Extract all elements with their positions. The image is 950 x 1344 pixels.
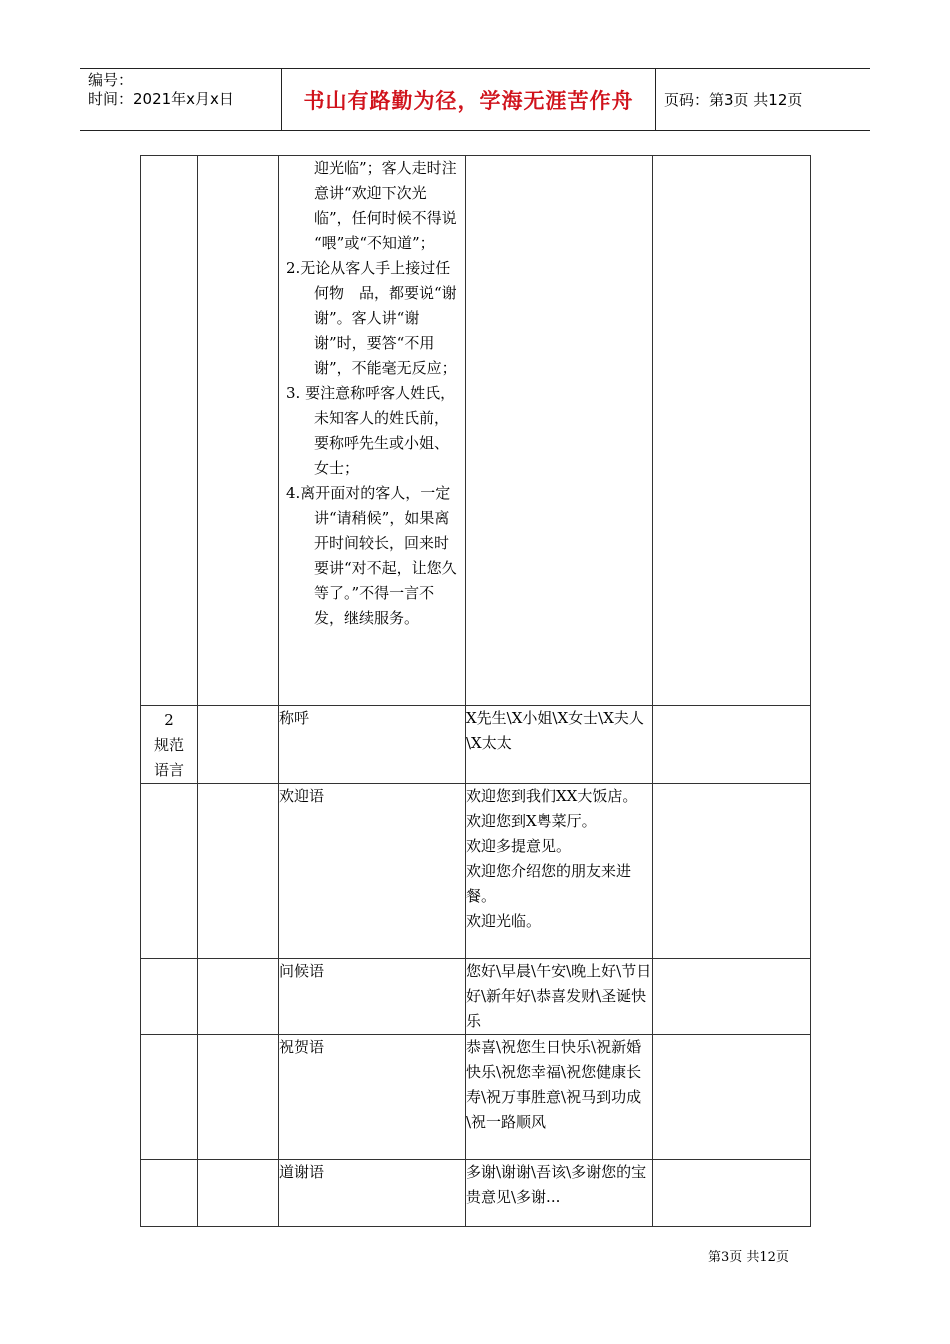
header-meta <box>88 71 283 109</box>
section-header-cell <box>141 706 198 784</box>
section-title: 规范语言 <box>153 736 184 779</box>
table-cell <box>198 784 279 959</box>
document-number-label: 编号： <box>88 71 134 89</box>
page-header <box>80 68 870 131</box>
rule-continuation: 迎光临”；客人走时注意讲“欢迎下次光临”，任何时候不得说 “喂”或“不知道”； <box>314 159 457 252</box>
table-cell <box>141 156 198 706</box>
phrase-type-cell: 道谢语 <box>279 1160 466 1227</box>
rules-cell <box>279 156 466 706</box>
phrase-type-cell: 欢迎语 <box>279 784 466 959</box>
page-footer: 第3页 共12页 <box>708 1250 789 1265</box>
table-row <box>141 784 811 959</box>
table-row <box>141 1035 811 1160</box>
etiquette-table <box>140 155 811 1227</box>
phrase-line: 欢迎您到X粤菜厅。 <box>466 812 597 830</box>
table-cell <box>653 1035 811 1160</box>
header-page-code: 页码：第3页 共12页 <box>664 91 803 109</box>
phrase-line: 欢迎您介绍您的朋友来进餐。 <box>466 862 632 905</box>
phrase-cell: 多谢\谢谢\吾该\多谢您的宝贵意见\多谢... <box>466 1160 653 1227</box>
phrase-cell: 您好\早晨\午安\晚上好\节日好\新年好\恭喜发财\圣诞快乐 <box>466 959 653 1035</box>
table-cell <box>653 959 811 1035</box>
table-cell <box>198 959 279 1035</box>
table-row <box>141 959 811 1035</box>
table-cell <box>198 706 279 784</box>
table-cell <box>198 1035 279 1160</box>
phrase-cell <box>466 784 653 959</box>
header-motto: 书山有路勤为径，学海无涯苦作舟 <box>281 69 656 130</box>
table-row <box>141 706 811 784</box>
phrase-cell: X先生\X小姐\X女士\X夫人\X太太 <box>466 706 653 784</box>
list-item: 3. 要注意称呼客人姓氏，未知客人的姓氏前，要称呼先生或小姐、女士； <box>286 384 456 477</box>
table-cell <box>198 156 279 706</box>
phrase-type-cell: 问候语 <box>279 959 466 1035</box>
table-cell <box>653 784 811 959</box>
table-row <box>141 1160 811 1227</box>
phrase-type-cell: 称呼 <box>279 706 466 784</box>
list-item: 4.离开面对的客人，一定讲“请稍候”，如果离开时间较长，回来时要讲“对不起，让您久等了。”不得一言不发，继续服务。 <box>286 484 457 627</box>
list-item: 2.无论从客人手上接过任何物 品，都要说“谢谢”。客人讲“谢谢”时，要答“不用谢”，不能毫无反应； <box>286 259 457 377</box>
phrase-cell: 恭喜\祝您生日快乐\祝新婚快乐\祝您幸福\祝您健康长寿\祝万事胜意\祝马到功成\祝一路顺风 <box>466 1035 653 1160</box>
phrase-line: 欢迎您到我们XX大饭店。 <box>466 787 638 805</box>
table-cell <box>653 706 811 784</box>
phrase-type-cell: 祝贺语 <box>279 1035 466 1160</box>
table-cell <box>141 784 198 959</box>
table-cell <box>653 1160 811 1227</box>
table-cell <box>466 156 653 706</box>
table-row <box>141 156 811 706</box>
phrase-line: 欢迎多提意见。 <box>466 837 572 855</box>
table-cell <box>198 1160 279 1227</box>
section-number: 2 <box>164 711 174 729</box>
table-cell <box>141 1035 198 1160</box>
table-cell <box>653 156 811 706</box>
table-cell <box>141 959 198 1035</box>
rules-list <box>279 256 465 631</box>
document-date: 时间：2021年x月x日 <box>88 90 234 108</box>
table-cell <box>141 1160 198 1227</box>
phrase-line: 欢迎光临。 <box>466 912 542 930</box>
